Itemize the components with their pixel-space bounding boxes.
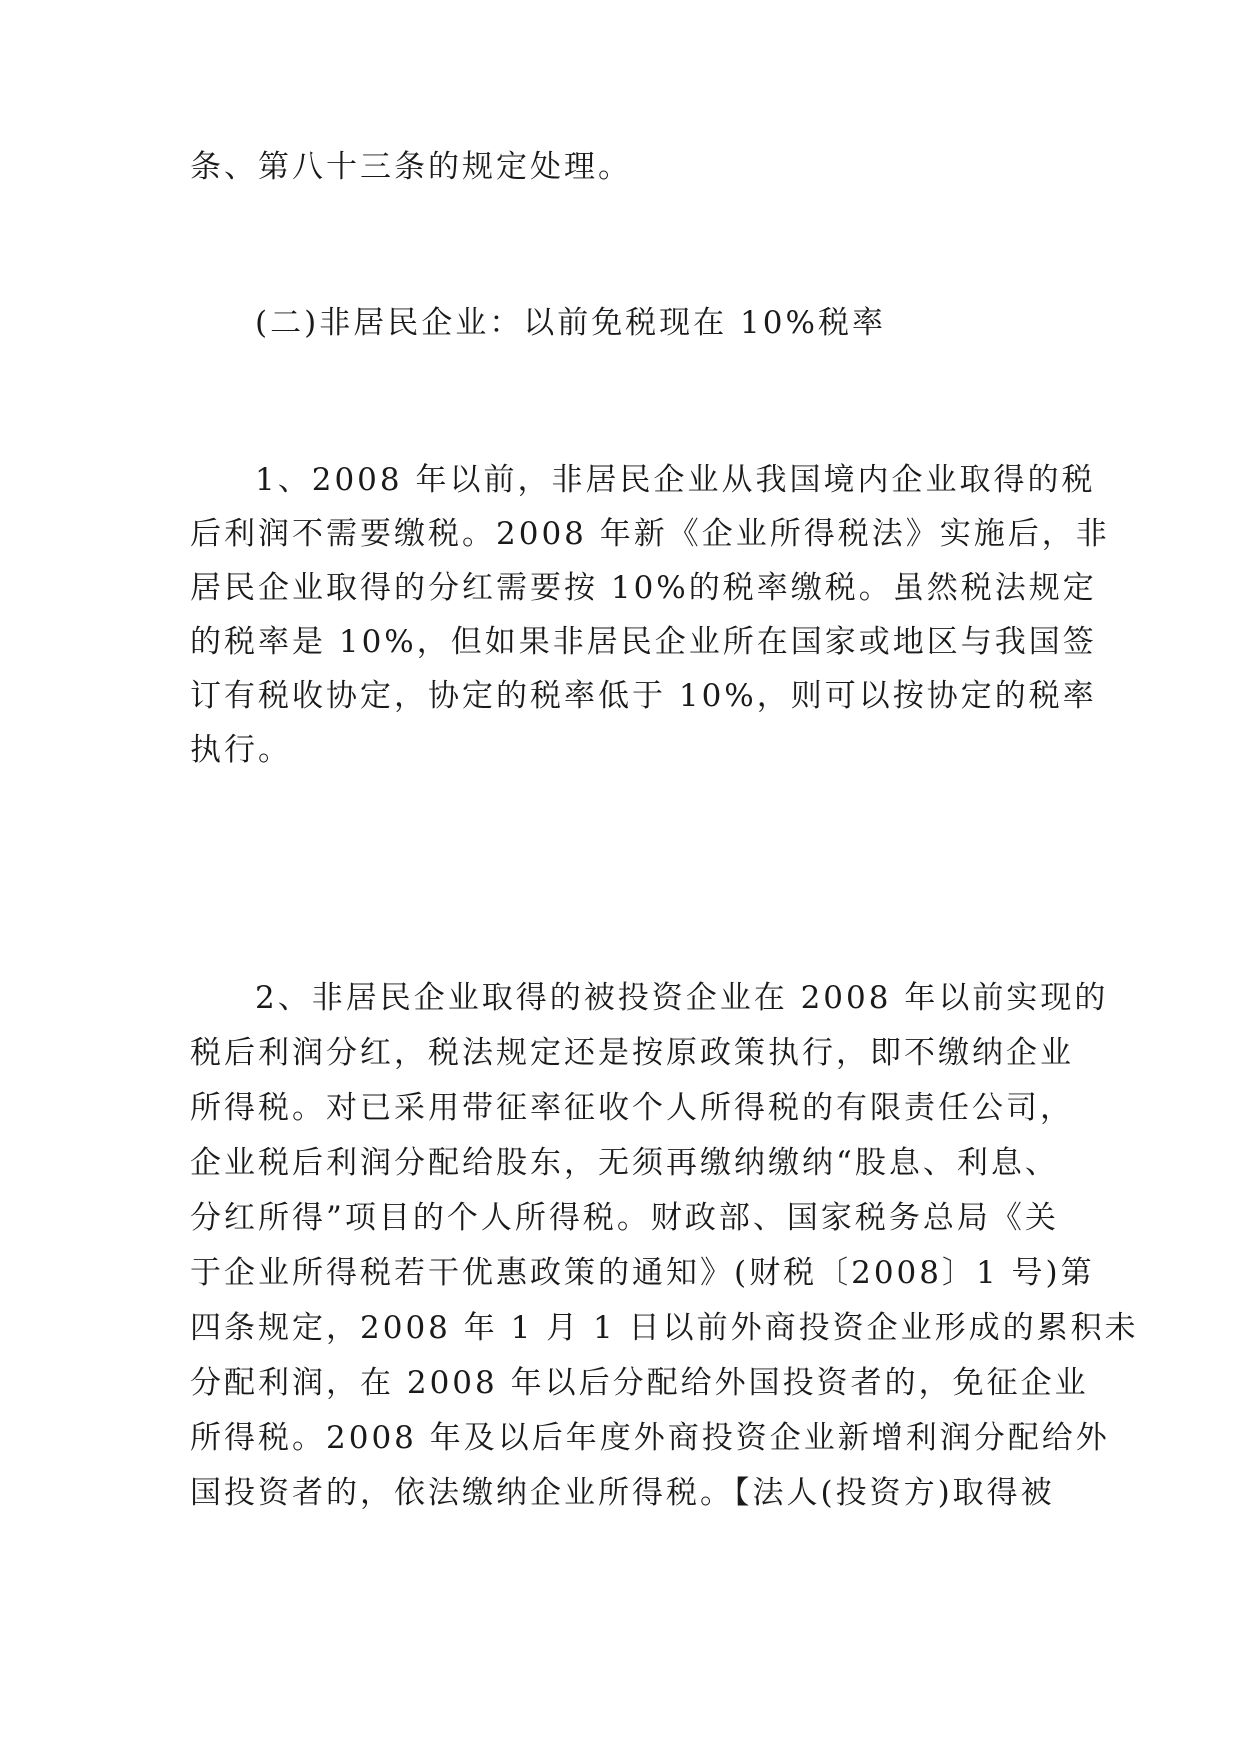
text-line: 所得税。对已采用带征率征收个人所得税的有限责任公司， — [190, 1090, 1074, 1126]
text-line: 四条规定，2008 年 1 月 1 日以前外商投资企业形成的累积未 — [190, 1310, 1139, 1346]
text-line: 2、非居民企业取得的被投资企业在 2008 年以前实现的 — [255, 980, 1109, 1016]
text-line: 后利润不需要缴税。2008 年新《企业所得税法》实施后，非 — [190, 516, 1110, 552]
text-line: 所得税。2008 年及以后年度外商投资企业新增利润分配给外 — [190, 1420, 1110, 1456]
text-line: 国投资者的，依法缴纳企业所得税。【法人(投资方)取得被 — [190, 1475, 1055, 1511]
text-line: 企业税后利润分配给股东，无须再缴纳缴纳“股息、利息、 — [190, 1145, 1059, 1181]
text-line: 税后利润分红，税法规定还是按原政策执行，即不缴纳企业 — [190, 1035, 1074, 1071]
text-line: 执行。 — [190, 732, 292, 768]
section-heading: (二)非居民企业：以前免税现在 10%税率 — [255, 305, 886, 341]
text-line: 条、第八十三条的规定处理。 — [190, 149, 632, 185]
text-line: 分配利润，在 2008 年以后分配给外国投资者的，免征企业 — [190, 1365, 1089, 1401]
text-line: 订有税收协定，协定的税率低于 10%，则可以按协定的税率 — [190, 678, 1097, 714]
text-line: 1、2008 年以前，非居民企业从我国境内企业取得的税 — [255, 462, 1096, 498]
text-line: 的税率是 10%，但如果非居民企业所在国家或地区与我国签 — [190, 624, 1097, 660]
text-line: 于企业所得税若干优惠政策的通知》(财税〔2008〕1 号)第 — [190, 1255, 1095, 1291]
text-line: 分红所得”项目的个人所得税。财政部、国家税务总局《关 — [190, 1200, 1059, 1236]
text-line: 居民企业取得的分红需要按 10%的税率缴税。虽然税法规定 — [190, 570, 1097, 606]
